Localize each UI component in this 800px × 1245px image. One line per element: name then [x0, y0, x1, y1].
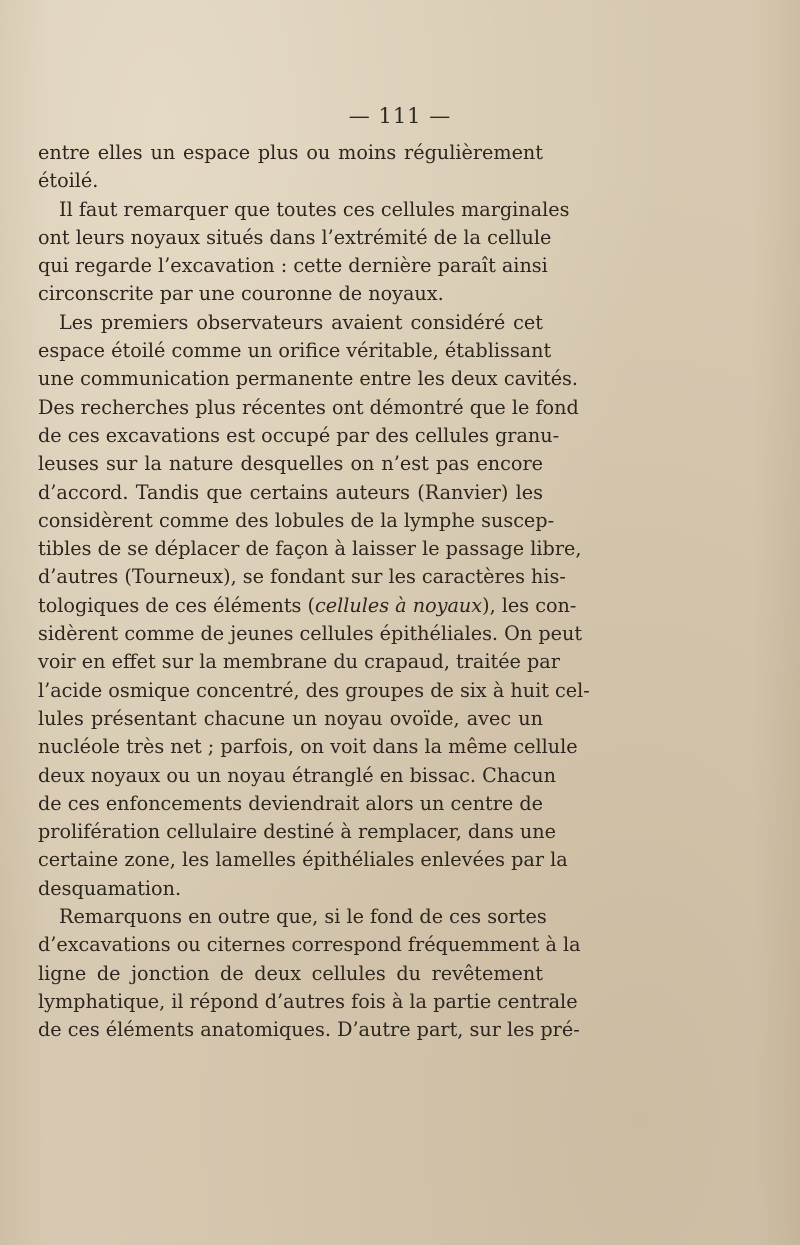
body-text — [38, 139, 590, 1045]
text-line: espace étoilé comme un orifice véritable, établissant — [38, 339, 552, 363]
text-line: entre elles un espace plus ou moins régulièrement — [38, 141, 543, 164]
text-line: ont leurs noyaux situés dans l’extrémité de la cellule — [38, 225, 552, 249]
text-line: voir en effet sur la membrane du crapaud, traitée par — [38, 650, 560, 674]
text-line: sidèrent comme de jeunes cellules épithéliales. On peut — [38, 622, 583, 646]
text-segment: tologiques de ces éléments ( — [38, 593, 315, 617]
text-line: circonscrite par une couronne de noyaux. — [38, 282, 444, 306]
text-line: de ces enfoncements deviendrait alors un centre de — [38, 791, 543, 815]
text-line: prolifération cellulaire destiné à remplacer, dans une — [38, 820, 556, 844]
text-line: une communication permanente entre les deux cavités. — [38, 367, 579, 391]
text-line: leuses sur la nature desquelles on n’est pas encore — [38, 452, 543, 476]
text-line: considèrent comme des lobules de la lymphe suscep- — [38, 508, 555, 532]
paragraph-start-line: Remarquons en outre que, si le fond de ces sortes — [59, 905, 547, 929]
text-line: d’autres (Tourneux), se fondant sur les caractères his- — [38, 565, 566, 589]
text-line: tibles de se déplacer de façon à laisser le passage libre, — [38, 537, 582, 561]
text-line: nucléole très net ; parfois, on voit dans la même cellule — [38, 735, 578, 759]
text-line: l’acide osmique concentré, des groupes de six à huit cel- — [38, 678, 590, 702]
text-line: d’excavations ou citernes correspond fréquemment à la — [38, 933, 581, 957]
text-line: deux noyaux ou un noyau étranglé en bissac. Chacun — [38, 763, 557, 787]
italic-term: cellules à noyaux — [315, 593, 483, 617]
text-segment: ), les con- — [482, 593, 577, 617]
text-line: Des recherches plus récentes ont démontré que le fond — [38, 395, 579, 419]
text-line: lules présentant chacune un noyau ovoïde, avec un — [38, 706, 543, 730]
page-number: — 111 — — [348, 104, 452, 128]
text-line: desquamation. — [38, 876, 182, 900]
text-line: qui regarde l’excavation : cette dernière paraît ainsi — [38, 254, 548, 278]
text-line: de ces excavations est occupé par des cellules granu- — [38, 423, 560, 447]
text-line: de ces éléments anatomiques. D’autre part, sur les pré- — [38, 1018, 580, 1042]
text-line: lymphatique, il répond d’autres fois à la partie centrale — [38, 989, 578, 1013]
paragraph-start-line: Les premiers observateurs avaient considéré cet — [59, 310, 543, 334]
text-line-with-italic — [38, 592, 577, 620]
text-line: ligne de jonction de deux cellules du revêtement — [38, 961, 543, 985]
text-line: d’accord. Tandis que certains auteurs (Ranvier) les — [38, 480, 543, 504]
paragraph-start-line: Il faut remarquer que toutes ces cellules marginales — [59, 197, 570, 221]
text-line: certaine zone, les lamelles épithéliales enlevées par la — [38, 848, 568, 872]
text-line: étoilé. — [38, 169, 99, 193]
